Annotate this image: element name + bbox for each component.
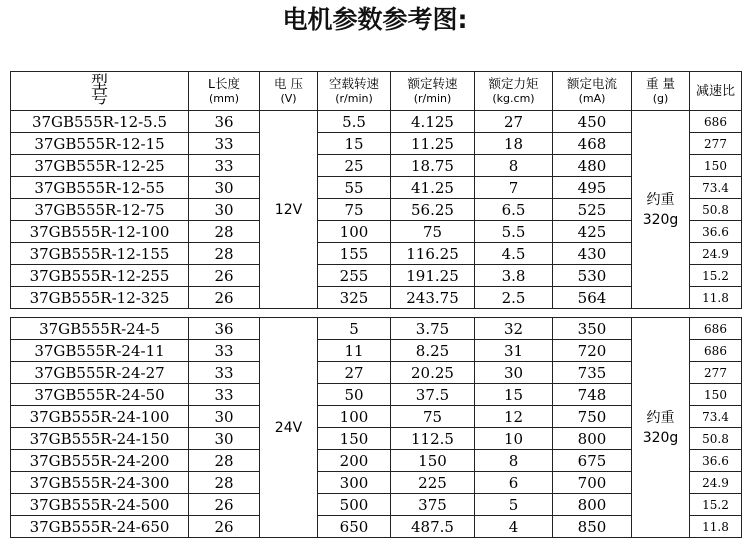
length-cell: 30 [189, 199, 260, 221]
rated-torque-cell: 31 [475, 340, 553, 362]
header-rated-torque [475, 72, 553, 111]
model-cell: 37GB555R-24-200 [11, 450, 189, 472]
length-cell: 33 [189, 340, 260, 362]
noload-speed-cell: 325 [318, 287, 391, 309]
rated-torque-cell: 5 [475, 494, 553, 516]
length-cell: 36 [189, 111, 260, 133]
model-cell: 37GB555R-12-5.5 [11, 111, 189, 133]
model-cell: 37GB555R-12-15 [11, 133, 189, 155]
header-rated-torque-unit: (kg.cm) [492, 92, 535, 105]
rated-torque-cell: 2.5 [475, 287, 553, 309]
noload-speed-cell: 255 [318, 265, 391, 287]
rated-torque-cell: 3.8 [475, 265, 553, 287]
rated-current-cell: 800 [553, 428, 632, 450]
separator-cell [11, 309, 742, 318]
model-cell: 37GB555R-24-500 [11, 494, 189, 516]
noload-speed-cell: 155 [318, 243, 391, 265]
ratio-cell: 15.2 [690, 494, 742, 516]
noload-speed-cell: 5 [318, 318, 391, 340]
noload-speed-cell: 500 [318, 494, 391, 516]
model-cell: 37GB555R-24-11 [11, 340, 189, 362]
page-title: 电机参数参考图: [282, 5, 468, 34]
model-cell: 37GB555R-12-25 [11, 155, 189, 177]
rated-current-cell: 800 [553, 494, 632, 516]
rated-torque-cell: 30 [475, 362, 553, 384]
header-model: 型 号 [11, 72, 189, 111]
header-voltage-label: 电 压 [274, 76, 303, 91]
rated-speed-cell: 20.25 [391, 362, 475, 384]
voltage-cell: 12V [260, 111, 318, 309]
noload-speed-cell: 100 [318, 221, 391, 243]
group-separator [11, 309, 742, 318]
rated-torque-cell: 6.5 [475, 199, 553, 221]
length-cell: 26 [189, 287, 260, 309]
length-cell: 26 [189, 494, 260, 516]
rated-torque-cell: 4.5 [475, 243, 553, 265]
rated-torque-cell: 8 [475, 155, 553, 177]
rated-speed-cell: 56.25 [391, 199, 475, 221]
rated-speed-cell: 37.5 [391, 384, 475, 406]
rated-torque-cell: 18 [475, 133, 553, 155]
header-voltage [260, 72, 318, 111]
ratio-cell: 73.4 [690, 406, 742, 428]
ratio-cell: 15.2 [690, 265, 742, 287]
rated-torque-cell: 8 [475, 450, 553, 472]
header-length-label: L长度 [208, 76, 240, 91]
rated-current-cell: 700 [553, 472, 632, 494]
noload-speed-cell: 15 [318, 133, 391, 155]
rated-current-cell: 450 [553, 111, 632, 133]
rated-current-cell: 850 [553, 516, 632, 538]
weight-cell: 约重320g [632, 111, 690, 309]
ratio-cell: 36.6 [690, 450, 742, 472]
rated-torque-cell: 4 [475, 516, 553, 538]
noload-speed-cell: 27 [318, 362, 391, 384]
noload-speed-cell: 650 [318, 516, 391, 538]
rated-current-cell: 425 [553, 221, 632, 243]
length-cell: 33 [189, 155, 260, 177]
rated-speed-cell: 75 [391, 406, 475, 428]
header-rated-speed-label: 额定转速 [407, 76, 458, 91]
model-cell: 37GB555R-12-55 [11, 177, 189, 199]
rated-current-cell: 675 [553, 450, 632, 472]
rated-speed-cell: 75 [391, 221, 475, 243]
ratio-cell: 11.8 [690, 287, 742, 309]
header-length-unit: (mm) [208, 92, 239, 105]
rated-speed-cell: 11.25 [391, 133, 475, 155]
length-cell: 30 [189, 428, 260, 450]
rated-torque-cell: 6 [475, 472, 553, 494]
header-rated-current-label: 额定电流 [566, 76, 617, 91]
ratio-cell: 686 [690, 111, 742, 133]
rated-speed-cell: 8.25 [391, 340, 475, 362]
length-cell: 33 [189, 384, 260, 406]
rated-speed-cell: 375 [391, 494, 475, 516]
length-cell: 33 [189, 362, 260, 384]
header-weight-label: 重 量 [646, 76, 675, 91]
length-cell: 26 [189, 265, 260, 287]
rated-current-cell: 480 [553, 155, 632, 177]
noload-speed-cell: 55 [318, 177, 391, 199]
model-cell: 37GB555R-12-100 [11, 221, 189, 243]
model-cell: 37GB555R-12-255 [11, 265, 189, 287]
rated-torque-cell: 27 [475, 111, 553, 133]
rated-speed-cell: 112.5 [391, 428, 475, 450]
noload-speed-cell: 150 [318, 428, 391, 450]
model-cell: 37GB555R-24-100 [11, 406, 189, 428]
header-rated-current [553, 72, 632, 111]
ratio-cell: 24.9 [690, 243, 742, 265]
header-weight [632, 72, 690, 111]
noload-speed-cell: 25 [318, 155, 391, 177]
length-cell: 28 [189, 450, 260, 472]
ratio-cell: 11.8 [690, 516, 742, 538]
rated-speed-cell: 243.75 [391, 287, 475, 309]
rated-speed-cell: 4.125 [391, 111, 475, 133]
ratio-cell: 686 [690, 318, 742, 340]
model-cell: 37GB555R-24-50 [11, 384, 189, 406]
length-cell: 26 [189, 516, 260, 538]
rated-torque-cell: 15 [475, 384, 553, 406]
ratio-cell: 277 [690, 133, 742, 155]
header-rated-torque-label: 额定力矩 [488, 76, 539, 91]
header-rated-current-unit: (mA) [578, 92, 606, 105]
header-rated-speed [391, 72, 475, 111]
rated-speed-cell: 41.25 [391, 177, 475, 199]
rated-current-cell: 735 [553, 362, 632, 384]
rated-current-cell: 525 [553, 199, 632, 221]
header-ratio: 减速比 [690, 72, 742, 111]
header-weight-unit: (g) [652, 92, 669, 105]
model-cell: 37GB555R-24-5 [11, 318, 189, 340]
length-cell: 36 [189, 318, 260, 340]
length-cell: 28 [189, 472, 260, 494]
header-voltage-unit: (V) [280, 92, 297, 105]
rated-torque-cell: 7 [475, 177, 553, 199]
rated-current-cell: 350 [553, 318, 632, 340]
table-row [11, 111, 742, 133]
header-row [11, 72, 742, 111]
ratio-cell: 36.6 [690, 221, 742, 243]
table-row [11, 318, 742, 340]
header-length [189, 72, 260, 111]
length-cell: 28 [189, 221, 260, 243]
noload-speed-cell: 100 [318, 406, 391, 428]
length-cell: 33 [189, 133, 260, 155]
rated-speed-cell: 150 [391, 450, 475, 472]
rated-current-cell: 720 [553, 340, 632, 362]
length-cell: 28 [189, 243, 260, 265]
ratio-cell: 50.8 [690, 199, 742, 221]
ratio-cell: 686 [690, 340, 742, 362]
rated-speed-cell: 3.75 [391, 318, 475, 340]
noload-speed-cell: 50 [318, 384, 391, 406]
rated-current-cell: 430 [553, 243, 632, 265]
rated-current-cell: 530 [553, 265, 632, 287]
model-cell: 37GB555R-12-75 [11, 199, 189, 221]
header-noload-speed-label: 空载转速 [328, 76, 379, 91]
rated-current-cell: 495 [553, 177, 632, 199]
weight-cell: 约重320g [632, 318, 690, 538]
header-noload-speed [318, 72, 391, 111]
rated-current-cell: 564 [553, 287, 632, 309]
ratio-cell: 24.9 [690, 472, 742, 494]
rated-speed-cell: 191.25 [391, 265, 475, 287]
noload-speed-cell: 300 [318, 472, 391, 494]
spec-table [10, 71, 742, 538]
header-noload-speed-unit: (r/min) [335, 92, 373, 105]
length-cell: 30 [189, 406, 260, 428]
rated-current-cell: 748 [553, 384, 632, 406]
noload-speed-cell: 200 [318, 450, 391, 472]
header-rated-speed-unit: (r/min) [413, 92, 452, 105]
rated-speed-cell: 225 [391, 472, 475, 494]
ratio-cell: 150 [690, 384, 742, 406]
length-cell: 30 [189, 177, 260, 199]
ratio-cell: 150 [690, 155, 742, 177]
model-cell: 37GB555R-24-27 [11, 362, 189, 384]
model-cell: 37GB555R-24-150 [11, 428, 189, 450]
noload-speed-cell: 11 [318, 340, 391, 362]
ratio-cell: 73.4 [690, 177, 742, 199]
rated-torque-cell: 12 [475, 406, 553, 428]
rated-torque-cell: 32 [475, 318, 553, 340]
model-cell: 37GB555R-12-155 [11, 243, 189, 265]
model-cell: 37GB555R-12-325 [11, 287, 189, 309]
rated-speed-cell: 18.75 [391, 155, 475, 177]
rated-current-cell: 750 [553, 406, 632, 428]
rated-torque-cell: 10 [475, 428, 553, 450]
rated-current-cell: 468 [553, 133, 632, 155]
rated-speed-cell: 116.25 [391, 243, 475, 265]
ratio-cell: 50.8 [690, 428, 742, 450]
model-cell: 37GB555R-24-650 [11, 516, 189, 538]
rated-speed-cell: 487.5 [391, 516, 475, 538]
rated-torque-cell: 5.5 [475, 221, 553, 243]
ratio-cell: 277 [690, 362, 742, 384]
noload-speed-cell: 5.5 [318, 111, 391, 133]
noload-speed-cell: 75 [318, 199, 391, 221]
model-cell: 37GB555R-24-300 [11, 472, 189, 494]
voltage-cell: 24V [260, 318, 318, 538]
